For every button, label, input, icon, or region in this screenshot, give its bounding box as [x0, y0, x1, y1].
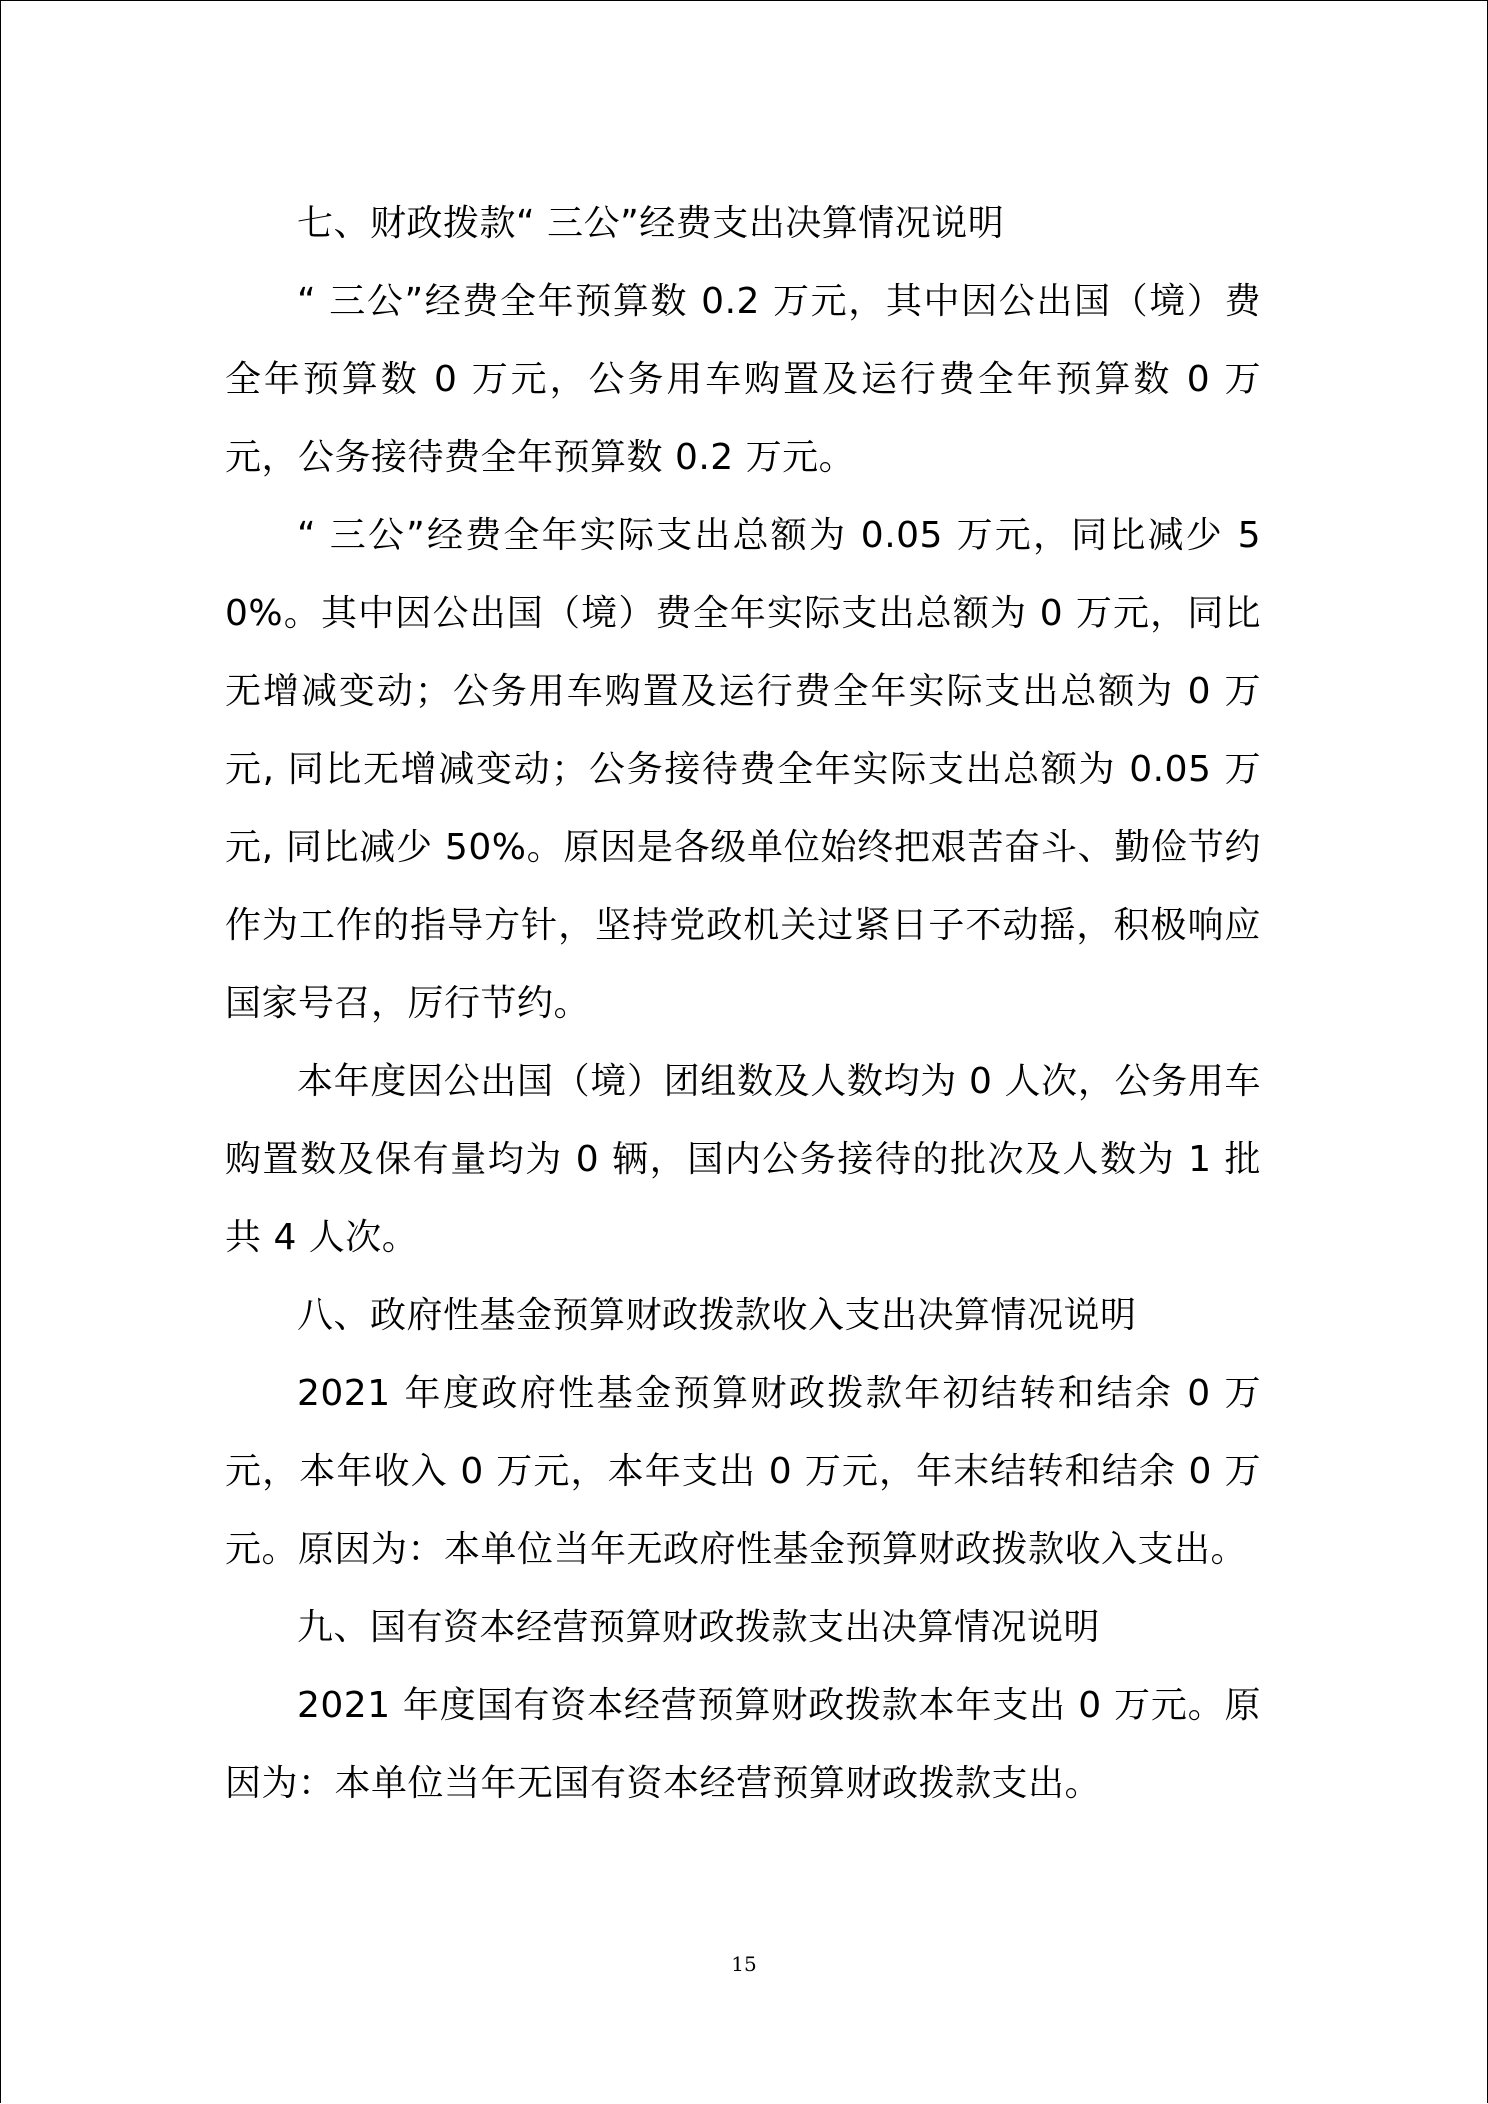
paragraph: 2021 年度国有资本经营预算财政拨款本年支出 0 万元。原因为：本单位当年无国有资本经营预算财政拨款支出。: [225, 1685, 1261, 1804]
page-number: 15: [731, 1952, 757, 1976]
section-eight: [225, 1277, 1261, 1589]
section-heading: 九、国有资本经营预算财政拨款支出决算情况说明: [297, 1607, 1101, 1648]
paragraph: 2021 年度政府性基金预算财政拨款年初结转和结余 0 万元，本年收入 0 万元，本年支出 0 万元，年末结转和结余 0 万元。原因为：本单位当年无政府性基金预算财政拨款收入支出。: [225, 1373, 1261, 1570]
paragraph: 本年度因公出国（境）团组数及人数均为 0 人次，公务用车购置数及保有量均为 0 辆，国内公务接待的批次及人数为 1 批共 4 人次。: [225, 1061, 1261, 1258]
section-heading: 七、财政拨款“ 三公”经费支出决算情况说明: [297, 203, 1005, 244]
section-seven: [225, 185, 1261, 1277]
section-nine: [225, 1589, 1261, 1823]
paragraph: “ 三公”经费全年预算数 0.2 万元，其中因公出国（境）费全年预算数 0 万元，公务用车购置及运行费全年预算数 0 万元，公务接待费全年预算数 0.2 万元。: [225, 281, 1261, 478]
paragraph: “ 三公”经费全年实际支出总额为 0.05 万元，同比减少 50%。其中因公出国（境）费全年实际支出总额为 0 万元，同比无增减变动；公务用车购置及运行费全年实际支出总额为 0 万元, 同比无增减变动；公务接待费全年实际支出总额为 0.05 万元, 同比减少 50%。原因是各级单位始终把艰苦奋斗、勤俭节约作为工作的指导方针，坚持党政机关过紧日子不动摇，积极响应国家号召，厉行节约。: [225, 515, 1261, 1024]
document-body: [225, 185, 1261, 1823]
section-heading: 八、政府性基金预算财政拨款收入支出决算情况说明: [297, 1295, 1137, 1336]
